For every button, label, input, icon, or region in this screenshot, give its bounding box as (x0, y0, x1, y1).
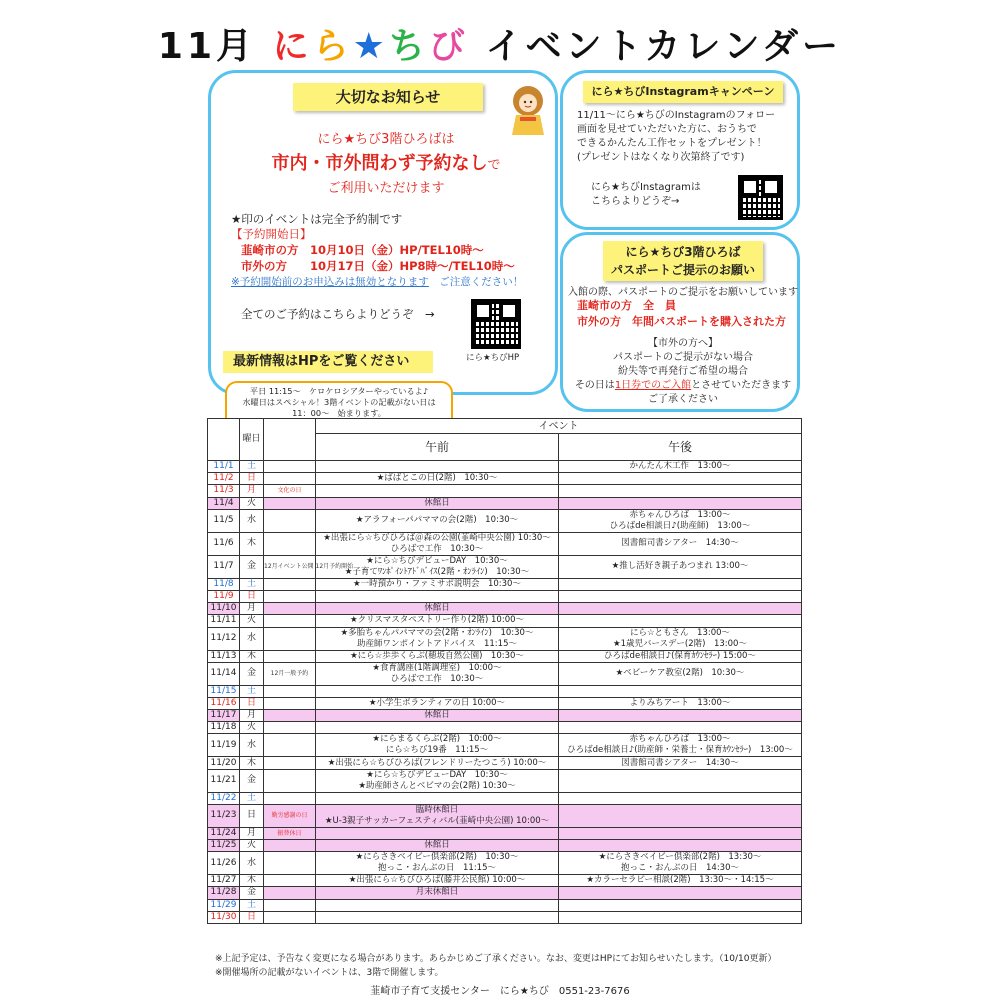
calendar-row (208, 497, 802, 509)
calendar-note: 12月一般予約 (264, 662, 316, 685)
reservation-link-text: 全てのご予約はこちらよりどうぞ → (241, 307, 435, 321)
calendar-note (264, 899, 316, 911)
calendar-am (316, 852, 559, 875)
notice-line: にら★ちび3階ひろばは (317, 132, 455, 147)
calendar-weekday: 土 (240, 792, 264, 804)
calendar-weekday: 日 (240, 804, 264, 827)
calendar-am (316, 840, 559, 852)
calendar-body (208, 461, 802, 924)
event-line: 赤ちゃんひろば 13:00～ (629, 734, 731, 745)
calendar-am (316, 461, 559, 473)
calendar-am (316, 792, 559, 804)
calendar-date: 11/24 (208, 827, 240, 839)
event-line: ★一時預かり・ファミサポ説明会 10:30～ (353, 578, 521, 589)
event-line: ★にら☆ちびデビューDAY 10:30～ (366, 769, 508, 780)
calendar-am (316, 697, 559, 709)
calendar-row (208, 697, 802, 709)
event-line: ★クリスマスタペストリー作り(2階) 10:00～ (349, 615, 525, 626)
calendar-date: 11/20 (208, 757, 240, 769)
warning-underlined: ※予約開始前のお申込みは無効となります (231, 276, 429, 288)
calendar-row (208, 615, 802, 627)
reservation-outside: 市外の方 10月17日（金）HP8時～/TEL10時～ (241, 259, 515, 273)
calendar-pm (559, 485, 802, 497)
calendar-weekday: 火 (240, 840, 264, 852)
calendar-row (208, 769, 802, 792)
calendar-note (264, 875, 316, 887)
calendar-date: 11/21 (208, 769, 240, 792)
calendar-row (208, 875, 802, 887)
calendar-weekday: 日 (240, 697, 264, 709)
event-line: ★小学生ボランティアの日 10:00～ (368, 697, 506, 708)
calendar-date: 11/11 (208, 615, 240, 627)
footer-note: ※上記予定は、予告なく変更になる場合があります。あらかじめご了承ください。なお、変更はHPにてお知らせいたします。（10/10更新） (215, 954, 777, 964)
calendar-am (316, 578, 559, 590)
calendar-am (316, 887, 559, 899)
calendar-note (264, 461, 316, 473)
calendar-row (208, 627, 802, 650)
passport-line: 入館の際、パスポートのご提示をお願いしています (568, 287, 798, 298)
calendar-row (208, 757, 802, 769)
calendar-am (316, 590, 559, 602)
reservation-rule: ★印のイベントは完全予約制です (231, 212, 403, 226)
event-line: ★ばばとこの日(2階) 10:30～ (376, 473, 498, 484)
calendar-row (208, 461, 802, 473)
calendar-row (208, 603, 802, 615)
calendar-pm (559, 792, 802, 804)
calendar-note (264, 532, 316, 555)
calendar-row (208, 650, 802, 662)
passport-note-line: ご了承ください (648, 394, 718, 405)
calendar-pm (559, 555, 802, 578)
event-line: ひろばde相談日♪(助産師・栄養士・保育ｶｳﾝｾﾗｰ) 13:00～ (567, 745, 793, 756)
calendar-pm (559, 590, 802, 602)
hp-banner: 最新情報はHPをご覧ください (223, 351, 433, 373)
title-rest: イベントカレンダー (485, 26, 843, 67)
event-line: 助産師ワンポイントアドバイス 11:15～ (357, 638, 517, 649)
calendar-pm (559, 899, 802, 911)
passport-city: 韮崎市の方 全 員 (577, 299, 676, 312)
calendar-am (316, 710, 559, 722)
calendar-date: 11/28 (208, 887, 240, 899)
calendar-pm (559, 840, 802, 852)
calendar-weekday: 月 (240, 603, 264, 615)
calendar-date: 11/25 (208, 840, 240, 852)
calendar-am (316, 509, 559, 532)
calendar-weekday: 木 (240, 757, 264, 769)
event-calendar-table (207, 418, 802, 924)
instagram-body (577, 109, 792, 165)
notice-bold-text: 市内・市外問わず予約なし (271, 153, 488, 174)
passport-note-line: 【市外の方へ】 (648, 338, 718, 349)
calendar-date: 11/15 (208, 685, 240, 697)
event-line: ★カラーセラピー相談(2階) 13:30～・14:15～ (586, 875, 774, 886)
calendar-date: 11/19 (208, 734, 240, 757)
calendar-row (208, 555, 802, 578)
event-line: ひろばで工作 10:30～ (390, 673, 484, 684)
calendar-pm (559, 662, 802, 685)
calendar-date: 11/30 (208, 911, 240, 923)
event-line: ★出張にら☆ちびひろば＠森の公園(韮崎中央公園) 10:30～ (323, 532, 551, 543)
hp-qr-code-icon[interactable] (471, 299, 521, 349)
calendar-row (208, 722, 802, 734)
calendar-pm (559, 461, 802, 473)
event-line: にら☆ともさん 13:00～ (629, 627, 731, 638)
page-title (0, 18, 1000, 69)
calendar-weekday: 水 (240, 734, 264, 757)
calendar-weekday: 木 (240, 532, 264, 555)
calendar-pm (559, 722, 802, 734)
calendar-date: 11/14 (208, 662, 240, 685)
calendar-date: 11/10 (208, 603, 240, 615)
passport-note-line: 紛失等で再発行ご希望の場合 (618, 366, 748, 377)
calendar-weekday: 水 (240, 852, 264, 875)
event-line: ★ベビーケア教室(2階) 10:30～ (615, 668, 745, 679)
title-brand (273, 26, 486, 67)
warning-tail: ご注意ください！ (428, 276, 524, 288)
calendar-weekday: 土 (240, 685, 264, 697)
calendar-pm (559, 615, 802, 627)
event-line: ★にら☆歩歩くらぶ(穂坂自然公園) 10:30～ (350, 650, 524, 661)
calendar-am (316, 757, 559, 769)
calendar-date: 11/18 (208, 722, 240, 734)
event-line: ひろばで工作 10:30～ (390, 543, 484, 554)
calendar-am (316, 722, 559, 734)
instagram-link-text (591, 181, 701, 209)
title-brand-char: び (428, 26, 469, 67)
calendar-note (264, 757, 316, 769)
calendar-date: 11/27 (208, 875, 240, 887)
calendar-am (316, 804, 559, 827)
calendar-note (264, 615, 316, 627)
event-line: 図書館司書シアター 14:30～ (621, 757, 739, 768)
title-brand-char: ち (388, 26, 429, 67)
calendar-note (264, 887, 316, 899)
instagram-link-line: こちらよりどうぞ→ (591, 196, 680, 207)
calendar-date: 11/3 (208, 485, 240, 497)
event-line: ★出張にら☆ちびひろば(藤井公民館) 10:00～ (348, 875, 526, 886)
calendar-row (208, 590, 802, 602)
calendar-row (208, 532, 802, 555)
event-line: 抱っこ・おんぶの日 11:15～ (378, 863, 496, 874)
calendar-weekday: 木 (240, 875, 264, 887)
note-red: 1日券でのご入館 (614, 380, 692, 391)
calendar-weekday: 金 (240, 555, 264, 578)
notice-line-bold (211, 149, 561, 175)
date-header (208, 419, 240, 461)
calendar-note (264, 911, 316, 923)
bubble-line: 11：00～ 始まります。 (292, 408, 386, 418)
calendar-row (208, 827, 802, 839)
calendar-weekday: 火 (240, 497, 264, 509)
event-line: ★多胎ちゃんパパママの会(2階・ｵﾝﾗｲﾝ) 10:30～ (340, 627, 534, 638)
event-line: ★にらさきベイビー倶楽部(2階) 10:30～ (355, 852, 519, 863)
calendar-note: 12月イベント公開 12月予約開始 (264, 555, 316, 578)
calendar-am (316, 875, 559, 887)
notice-panel (208, 70, 558, 395)
calendar-row (208, 792, 802, 804)
calendar-row (208, 804, 802, 827)
footer-contact: 韮崎市子育て支援センター にら★ちび 0551-23-7676 (370, 986, 630, 997)
calendar-pm (559, 627, 802, 650)
calendar-pm (559, 473, 802, 485)
weekday-header: 曜日 (240, 419, 264, 461)
calendar-weekday: 土 (240, 461, 264, 473)
bubble-line: 水曜日はスペシャル！3階イベントの記載がない日は (242, 397, 436, 407)
passport-tag-line: にら★ちび3階ひろば (625, 245, 741, 259)
calendar-weekday: 日 (240, 911, 264, 923)
title-brand-char: に (272, 26, 313, 67)
title-month: 11月 (157, 26, 257, 67)
event-line: 休館日 (424, 840, 450, 851)
calendar-date: 11/4 (208, 497, 240, 509)
event-header: イベント (316, 419, 802, 434)
calendar-date: 11/7 (208, 555, 240, 578)
calendar-note (264, 840, 316, 852)
calendar-date: 11/1 (208, 461, 240, 473)
calendar-row (208, 485, 802, 497)
event-line: よりみちアート 13:00～ (629, 697, 731, 708)
calendar-row (208, 840, 802, 852)
event-line: ★推し活好き親子あつまれ 13:00～ (611, 561, 749, 572)
event-line: ★U-3親子サッカーフェスティバル(韮崎中央公園) 10:00～ (324, 815, 550, 826)
calendar-weekday: 火 (240, 615, 264, 627)
calendar-am (316, 555, 559, 578)
calendar-note (264, 603, 316, 615)
calendar-weekday: 金 (240, 769, 264, 792)
note-post: とさせていただきます (691, 380, 792, 391)
calendar-note (264, 792, 316, 804)
event-line: ★にらさきベイビー倶楽部(2階) 13:30～ (598, 852, 762, 863)
calendar-weekday: 水 (240, 627, 264, 650)
calendar-am (316, 769, 559, 792)
title-brand-char: ★ (352, 26, 389, 67)
event-line: 図書館司書シアター 14:30～ (621, 538, 739, 549)
calendar-am (316, 734, 559, 757)
pm-header: 午後 (559, 434, 802, 461)
calendar-weekday: 月 (240, 485, 264, 497)
am-header: 午前 (316, 434, 559, 461)
calendar-am (316, 615, 559, 627)
calendar-pm (559, 710, 802, 722)
event-line: ★にら☆ちびデビューDAY 10:30～ (366, 555, 508, 566)
calendar-pm (559, 769, 802, 792)
passport-tag-line: パスポートご提示のお願い (610, 263, 755, 277)
calendar-weekday: 日 (240, 473, 264, 485)
calendar-pm (559, 578, 802, 590)
calendar-row (208, 899, 802, 911)
instagram-body-line: 画面を見せていただいた方に、おうちで (577, 124, 757, 135)
calendar-pm (559, 804, 802, 827)
calendar-note (264, 722, 316, 734)
calendar-am (316, 473, 559, 485)
event-line: ★1歳児バースデー(2階) 13:00～ (613, 638, 747, 649)
event-line: にら☆ちび19番 11:15～ (385, 745, 489, 756)
passport-outside: 市外の方 年間パスポートを購入された方 (577, 315, 786, 328)
instagram-body-line: 11/11～にら★ちびのInstagramのフォロー (577, 110, 776, 121)
calendar-weekday: 金 (240, 887, 264, 899)
event-line: ★アラフォーパパママの会(2階) 10:30～ (355, 515, 519, 526)
notice-line: ご利用いただけます (327, 181, 445, 196)
calendar-weekday: 土 (240, 578, 264, 590)
calendar-weekday: 火 (240, 722, 264, 734)
calendar-weekday: 水 (240, 509, 264, 532)
calendar-date: 11/16 (208, 697, 240, 709)
calendar-am (316, 650, 559, 662)
calendar-date: 11/8 (208, 578, 240, 590)
calendar-date: 11/17 (208, 710, 240, 722)
calendar-pm (559, 734, 802, 757)
instagram-qr-code-icon[interactable] (738, 175, 783, 220)
calendar-note: 文化の日 (264, 485, 316, 497)
calendar-date: 11/13 (208, 650, 240, 662)
event-line: ★助産師さんとベビマの会(2階) 10:30～ (358, 780, 516, 791)
event-line: 月末休館日 (415, 887, 459, 898)
calendar-date: 11/12 (208, 627, 240, 650)
calendar-row (208, 852, 802, 875)
calendar-note: 振替休日 (264, 827, 316, 839)
calendar-row (208, 578, 802, 590)
event-line: 休館日 (424, 497, 450, 508)
event-line: ひろばde相談日♪(助産師) 13:00～ (609, 520, 751, 531)
instagram-panel (560, 70, 800, 230)
calendar-row (208, 509, 802, 532)
passport-outside-note (563, 337, 803, 407)
event-line: ★出張にら☆ちびひろば(フレンドリーたつこう) 10:00～ (327, 757, 547, 768)
calendar-am (316, 899, 559, 911)
bubble-line: 平日 11:15～ ケロケロシアターやっているよ♪ (249, 386, 429, 396)
footer-note: ※開催場所の記載がないイベントは、3階で開催します。 (215, 968, 444, 978)
calendar-date: 11/6 (208, 532, 240, 555)
calendar-note (264, 578, 316, 590)
calendar-am (316, 497, 559, 509)
calendar-pm (559, 887, 802, 899)
event-line: ひろばde相談日♪(保育ｶｳﾝｾﾗｰ) 15:00～ (604, 650, 756, 661)
title-brand-char: ら (312, 26, 353, 67)
calendar-date: 11/9 (208, 590, 240, 602)
calendar-note (264, 497, 316, 509)
passport-note-line (563, 379, 803, 393)
calendar-note (264, 710, 316, 722)
calendar-pm (559, 603, 802, 615)
calendar-date: 11/5 (208, 509, 240, 532)
calendar-weekday: 月 (240, 710, 264, 722)
calendar-weekday: 土 (240, 899, 264, 911)
calendar-pm (559, 697, 802, 709)
event-line: ★子育てﾜﾝﾎﾟｲﾝﾄｱﾄﾞﾊﾞｲｽ(2階・ｵﾝﾗｲﾝ) 10:30～ (344, 566, 530, 577)
calendar-row (208, 710, 802, 722)
event-line: 抱っこ・おんぶの日 14:30～ (621, 863, 739, 874)
event-line: ★食育講座(1階調理室) 10:00～ (372, 662, 502, 673)
notice-tag: 大切なお知らせ (293, 83, 483, 111)
event-line: ★にらまるくらぶ(2階) 10:00～ (372, 734, 502, 745)
calendar-weekday: 日 (240, 590, 264, 602)
calendar-pm (559, 827, 802, 839)
calendar-date: 11/22 (208, 792, 240, 804)
calendar-pm (559, 650, 802, 662)
calendar-note (264, 473, 316, 485)
calendar-row (208, 473, 802, 485)
calendar-date: 11/26 (208, 852, 240, 875)
calendar-weekday: 月 (240, 827, 264, 839)
calendar-pm (559, 509, 802, 532)
calendar-date: 11/2 (208, 473, 240, 485)
calendar-am (316, 603, 559, 615)
calendar-pm (559, 757, 802, 769)
passport-panel (560, 232, 800, 412)
calendar-am (316, 627, 559, 650)
calendar-weekday: 金 (240, 662, 264, 685)
reservation-city: 韮崎市の方 10月10日（金）HP/TEL10時～ (241, 243, 484, 257)
calendar-am (316, 911, 559, 923)
calendar-row (208, 685, 802, 697)
instagram-body-line: できるかんたん工作セットをプレゼント！ (577, 138, 767, 149)
calendar-date: 11/23 (208, 804, 240, 827)
calendar-pm (559, 685, 802, 697)
calendar-note (264, 769, 316, 792)
passport-tag (603, 241, 763, 281)
qr-label: にら★ちびHP (466, 353, 520, 363)
calendar-row (208, 734, 802, 757)
calendar-row (208, 887, 802, 899)
calendar-note (264, 627, 316, 650)
calendar-note (264, 509, 316, 532)
calendar-note (264, 697, 316, 709)
calendar-pm (559, 497, 802, 509)
calendar-pm (559, 852, 802, 875)
calendar-row (208, 911, 802, 923)
instagram-tag: にら★ちびInstagramキャンペーン (583, 81, 783, 103)
calendar-pm (559, 911, 802, 923)
notice-tail-text: で (487, 158, 501, 173)
calendar-note (264, 685, 316, 697)
event-line: 休館日 (424, 710, 450, 721)
calendar-am (316, 532, 559, 555)
calendar-am (316, 662, 559, 685)
reservation-warning (231, 274, 523, 289)
calendar-weekday: 木 (240, 650, 264, 662)
calendar-row (208, 662, 802, 685)
instagram-body-line: (プレゼントはなくなり次第終了です) (577, 152, 745, 163)
calendar-date: 11/29 (208, 899, 240, 911)
calendar-note: 勤労感謝の日 (264, 804, 316, 827)
calendar-am (316, 685, 559, 697)
note-header (264, 419, 316, 461)
calendar-note (264, 852, 316, 875)
event-line: 赤ちゃんひろば 13:00～ (629, 509, 731, 520)
instagram-link-line: にら★ちびInstagramは (591, 182, 701, 193)
note-pre: その日は (574, 380, 615, 391)
calendar-am (316, 827, 559, 839)
calendar-note (264, 734, 316, 757)
calendar-pm (559, 875, 802, 887)
passport-note-line: パスポートのご提示がない場合 (613, 352, 753, 363)
event-line: かんたん木工作 13:00～ (629, 461, 731, 472)
calendar-pm (559, 532, 802, 555)
calendar-note (264, 590, 316, 602)
event-line: 休館日 (424, 603, 450, 614)
reservation-start-heading: 【予約開始日】 (231, 227, 312, 241)
event-line: 臨時休館日 (415, 804, 459, 815)
calendar-am (316, 485, 559, 497)
calendar-note (264, 650, 316, 662)
